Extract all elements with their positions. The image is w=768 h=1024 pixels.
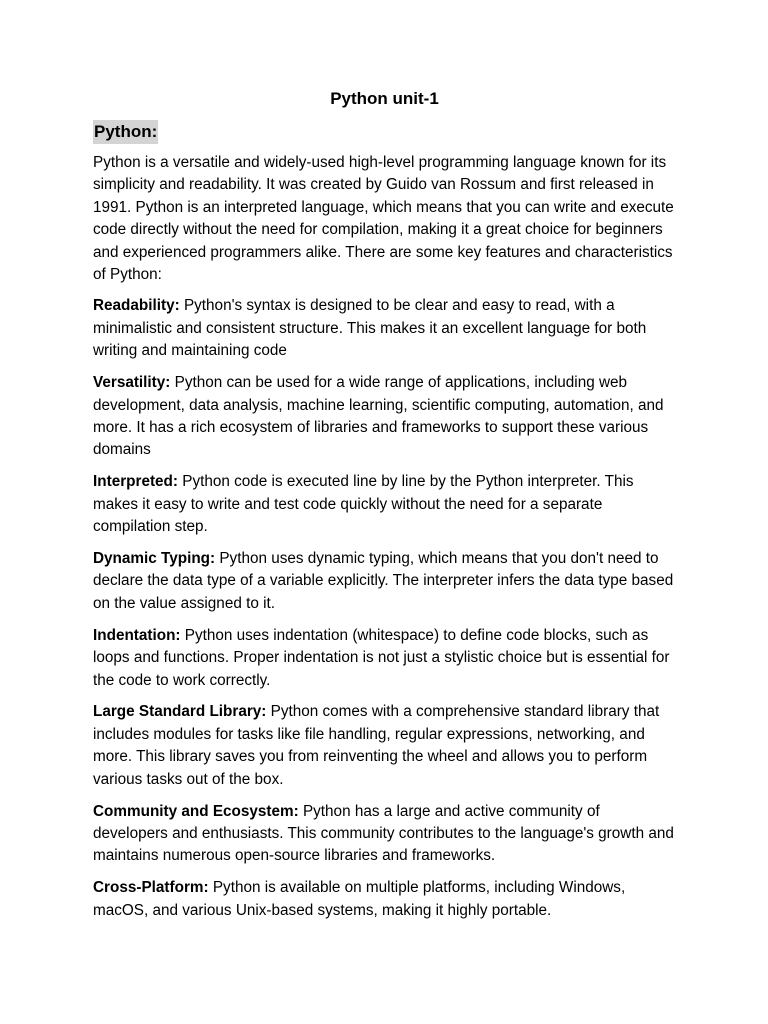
feature-readability [93, 295, 676, 362]
feature-indentation [93, 625, 676, 692]
feature-cross-platform [93, 877, 676, 922]
feature-versatility [93, 372, 676, 462]
feature-description: Python code is executed line by line by the Python interpreter. This makes it easy to write and test code quickly without the need for a separate compilation step. [93, 473, 634, 536]
intro-paragraph: Python is a versatile and widely-used high-level programming language known for its simplicity and readability. It was created by Guido van Rossum and first released in 1991. Python is an interpreted language, which means that you can write and execute code directly without the need for compilation, making it a great choice for beginners and experienced programmers alike. There are some key features and characteristics of Python: [93, 154, 674, 284]
page-title: Python unit-1 [330, 89, 439, 108]
feature-term: Cross-Platform: [93, 879, 209, 897]
feature-description: Python's syntax is designed to be clear and easy to read, with a minimalistic and consistent structure. This makes it an excellent language for both writing and maintaining code [93, 297, 647, 360]
feature-description: Python has a large and active community of developers and enthusiasts. This community contributes to the language's growth and maintains numerous open-source libraries and frameworks. [93, 802, 674, 865]
feature-term: Dynamic Typing: [93, 550, 216, 567]
feature-term: Versatility: [93, 374, 171, 392]
feature-description: Python can be used for a wide range of applications, including web development, data analysis, machine learning, scientific computing, automation, and more. It has a rich ecosystem of libraries and frameworks to support these various domains [93, 374, 664, 459]
feature-term: Readability: [93, 297, 180, 315]
feature-term: Interpreted: [93, 473, 178, 491]
feature-description: Python uses dynamic typing, which means that you don't need to declare the data type of a variable explicitly. The interpreter infers the data type based on the value assigned to it. [93, 550, 674, 612]
feature-description: Python comes with a comprehensive standard library that includes modules for tasks like file handling, regular expressions, networking, and more. This library saves you from reinventing the wheel and allows you to perform various tasks out of the box. [93, 703, 660, 788]
feature-interpreted [93, 471, 676, 538]
feature-standard-library [93, 701, 676, 791]
feature-dynamic-typing [93, 548, 676, 615]
feature-term: Large Standard Library: [93, 703, 267, 721]
feature-term: Community and Ecosystem: [93, 802, 299, 820]
feature-description: Python is available on multiple platforms, including Windows, macOS, and various Unix-based systems, making it highly portable. [93, 879, 626, 919]
feature-community [93, 801, 676, 868]
feature-description: Python uses indentation (whitespace) to define code blocks, such as loops and functions. Proper indentation is not just a stylistic choice but is essential for the code to work correctly. [93, 626, 670, 689]
section-heading: Python: [93, 120, 158, 144]
feature-term: Indentation: [93, 626, 181, 644]
